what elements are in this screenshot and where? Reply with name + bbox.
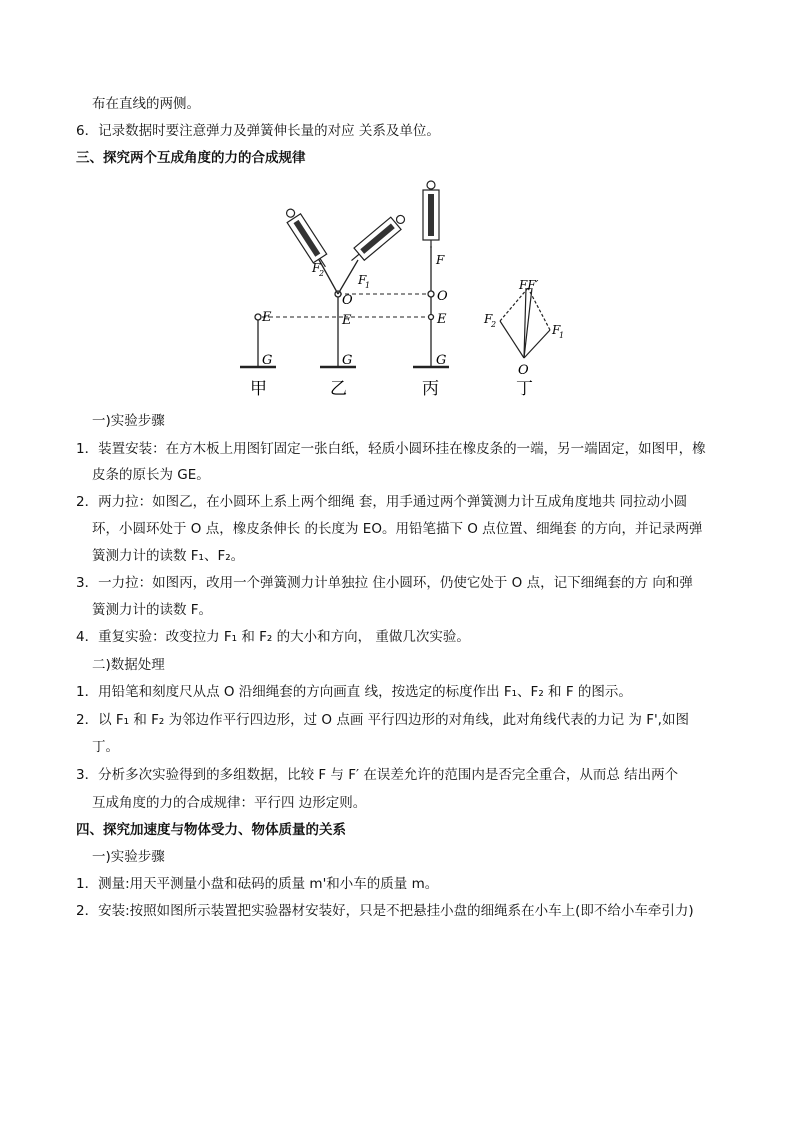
label-f2: F xyxy=(484,312,493,326)
experiment-figure xyxy=(236,176,578,404)
subsection-heading: 一)实验步骤 xyxy=(92,849,165,865)
label-bing: 丙 xyxy=(422,379,439,399)
spring-balance-f1 xyxy=(346,211,408,267)
text-line: 互成角度的力的合成规律：平行四 边形定则。 xyxy=(92,795,367,811)
text-line: 皮条的原长为 GE。 xyxy=(92,467,210,483)
text-line: 环，小圆环处于 O 点，橡皮条伸长 的长度为 EO。用铅笔描下 O 点位置、细绳套 的方向，并记录两弹 xyxy=(92,521,703,537)
label-jia: 甲 xyxy=(250,379,267,399)
section-heading: 四、探究加速度与物体受力、物体质量的关系 xyxy=(76,822,346,838)
label-g: G xyxy=(436,353,447,368)
label-f2: F xyxy=(312,261,321,275)
text-line: 簧测力计的读数 F。 xyxy=(92,602,213,618)
text-line: 2．两力拉：如图乙，在小圆环上系上两个细绳 套，用手通过两个弹簧测力计互成角度地共 同拉动小圆 xyxy=(76,494,688,510)
text-line: 3．分析多次实验得到的多组数据，比较 F 与 F′ 在误差允许的范围内是否完全重合，从而总 结出两个 xyxy=(76,767,679,783)
label-e: E xyxy=(437,312,447,327)
label-e: E xyxy=(262,310,272,325)
label-g: G xyxy=(342,353,353,368)
label-f2-sub: 2 xyxy=(491,320,497,329)
text-line: 簧测力计的读数 F₁、F₂。 xyxy=(92,548,245,564)
text-line: 1．装置安装：在方木板上用图钉固定一张白纸，轻质小圆环挂在橡皮条的一端，另一端固定，如图甲，橡 xyxy=(76,441,706,457)
label-e: E xyxy=(342,313,352,328)
label-o: O xyxy=(518,363,529,378)
label-f: F xyxy=(436,253,445,267)
panel-ding-parallelogram xyxy=(500,288,550,358)
spring-balance-f xyxy=(423,181,439,248)
label-f2-sub: 2 xyxy=(319,269,325,278)
label-f1-sub: 1 xyxy=(559,331,565,340)
label-f1: F xyxy=(358,273,367,287)
label-f1-sub: 1 xyxy=(365,281,371,290)
label-f1: F xyxy=(552,323,561,337)
text-line: 2．安装:按照如图所示装置把实验器材安装好，只是不把悬挂小盘的细绳系在小车上(即不给小车牵引力) xyxy=(76,903,694,919)
text-line: 4．重复实验：改变拉力 F₁ 和 F₂ 的大小和方向， 重做几次实验。 xyxy=(76,629,470,645)
text-line: 3．一力拉：如图丙，改用一个弹簧测力计单独拉 住小圆环，仍使它处于 O 点，记下细绳套的方 向和弹 xyxy=(76,575,693,591)
spring-balance-f2 xyxy=(282,205,332,271)
subsection-heading: 二)数据处理 xyxy=(92,657,165,673)
label-f-fprime: FF′ xyxy=(519,278,539,292)
text-line: 1．用铅笔和刻度尺从点 O 沿细绳套的方向画直 线，按选定的标度作出 F₁、F₂ 和 F 的图示。 xyxy=(76,684,632,700)
label-yi: 乙 xyxy=(330,379,347,399)
text-line: 布在直线的两侧。 xyxy=(92,96,200,112)
text-line: 1．测量:用天平测量小盘和砝码的质量 m'和小车的质量 m。 xyxy=(76,876,439,892)
subsection-heading: 一)实验步骤 xyxy=(92,413,165,429)
text-line: 丁。 xyxy=(92,739,119,755)
section-heading: 三、探究两个互成角度的力的合成规律 xyxy=(76,150,306,166)
text-line: 2．以 F₁ 和 F₂ 为邻边作平行四边形，过 O 点画 平行四边形的对角线，此对角线代表的力记 为 F',如图 xyxy=(76,712,689,728)
label-g: G xyxy=(262,353,273,368)
label-ding: 丁 xyxy=(516,379,533,399)
label-o: O xyxy=(342,293,353,308)
label-o: O xyxy=(437,289,448,304)
text-line: 6．记录数据时要注意弹力及弹簧伸长量的对应 关系及单位。 xyxy=(76,123,440,139)
